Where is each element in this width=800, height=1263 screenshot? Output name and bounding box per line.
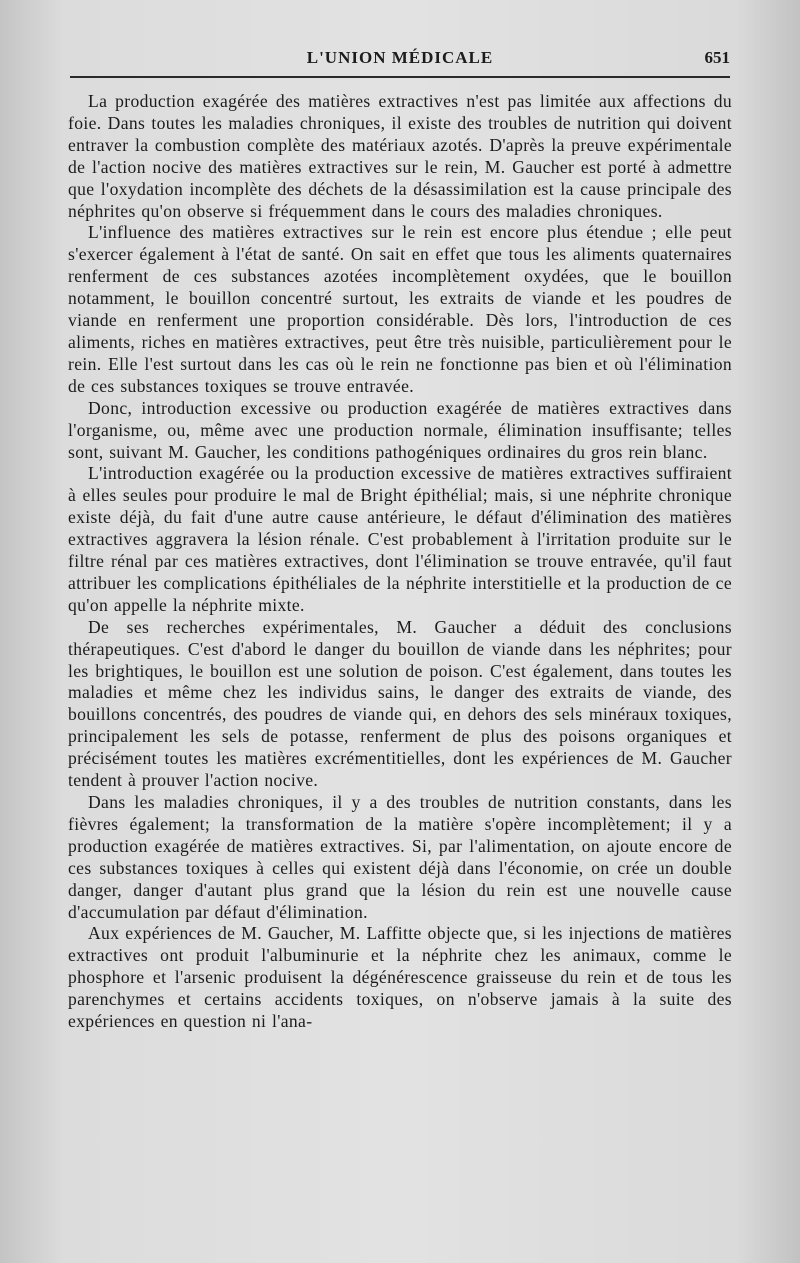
paragraph: La production exagérée des matières extractives n'est pas limitée aux affections du foie. Dans toutes les maladies chroniques, il existe des troubles de nutrition qui doivent entraver la combustion complète des matériaux azotés. D'après la preuve expérimentale de l'action nocive des matières extractives sur le rein, M. Gaucher est porté à admettre que l'oxydation incomplète des déchets de la désassimilation est la cause principale des néphrites qu'on observe si fréquemment dans le cours des maladies chroniques. (68, 91, 732, 221)
paragraph: Aux expériences de M. Gaucher, M. Laffitte objecte que, si les injections de matières extractives ont produit l'albuminurie et la néphrite chez les animaux, comme le phosphore et l'arsenic produisent la dégénérescence graisseuse du rein et de tous les parenchymes et certains accidents toxiques, on n'observe jamais à la suite des expériences en question ni l'ana- (68, 923, 732, 1032)
article-body (68, 91, 732, 1033)
paragraph: L'influence des matières extractives sur le rein est encore plus étendue ; elle peut s'exercer également à l'état de santé. On sait en effet que tous les aliments quaternaires renferment de ces substances azotées incomplètement oxydées, que le bouillon notamment, le bouillon concentré surtout, les extraits de viande et les poudres de viande en renferment une proportion considérable. Dès lors, l'introduction de ces aliments, riches en matières extractives, peut être très nuisible, particulièrement pour le rein. Elle l'est surtout dans les cas où le rein ne fonctionne pas bien et où l'élimination de ces substances toxiques se trouve entravée. (68, 222, 732, 396)
paragraph: L'introduction exagérée ou la production excessive de matières extractives suffiraient à elles seules pour produire le mal de Bright épithélial; mais, si une néphrite chronique existe déjà, du fait d'une autre cause antérieure, le défaut d'élimination des matières extractives aggravera la lésion rénale. C'est probablement à l'irritation produite sur le filtre rénal par ces matières extractives, dont l'élimination se trouve entravée, qu'il faut attribuer les complications épithéliales de la néphrite interstitielle et la production de ce qu'on appelle la néphrite mixte. (68, 463, 732, 615)
running-header (70, 48, 730, 72)
paragraph: Donc, introduction excessive ou production exagérée de matières extractives dans l'organisme, ou, même avec une production normale, élimination insuffisante; telles sont, suivant M. Gaucher, les conditions pathogéniques ordinaires du gros rein blanc. (68, 397, 732, 462)
header-rule (70, 76, 730, 78)
page-number: 651 (704, 48, 730, 67)
paragraph: De ses recherches expérimentales, M. Gaucher a déduit des conclusions thérapeutiques. C'est d'abord le danger du bouillon de viande dans les néphrites; pour les brightiques, le bouillon est une solution de poison. C'est également, dans toutes les maladies et même chez les individus sains, le danger des extraits de viande, des bouillons concentrés, des poudres de viande qui, en dehors des sels minéraux toxiques, principalement les sels de potasse, renferment de plus des poisons organiques et précisément toutes les matières excrémentitielles, dont les expériences de M. Gaucher tendent à prouver l'action nocive. (68, 616, 732, 791)
journal-title: L'UNION MÉDICALE (306, 48, 494, 67)
paragraph: Dans les maladies chroniques, il y a des troubles de nutrition constants, dans les fièvres également; la transformation de la matière s'opère incomplètement; il y a production exagérée de matières extractives. Si, par l'alimentation, on ajoute encore de ces substances toxiques à celles qui existent déjà dans l'économie, on crée un double danger, danger d'autant plus grand que la lésion du rein est une nouvelle cause d'accumulation par défaut d'élimination. (68, 792, 732, 922)
